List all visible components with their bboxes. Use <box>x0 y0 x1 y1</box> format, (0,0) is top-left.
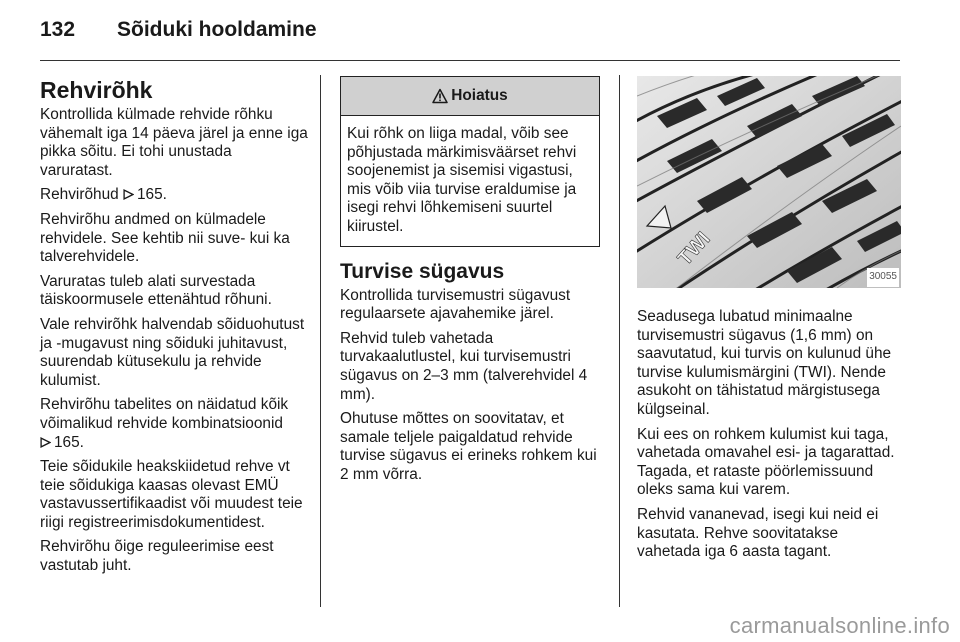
page-header <box>40 18 900 48</box>
warning-box <box>340 76 600 247</box>
column-tire-pressure <box>40 76 308 582</box>
paragraph: Ohutuse mõttes on soovitatav, et samale teljele paigaldatud rehvide turvise sügavus ei erineks rohkem kui 2 mm võrra. <box>340 410 597 483</box>
warning-title: Hoiatus <box>451 86 508 104</box>
page-reference[interactable]: 165. <box>137 186 167 204</box>
paragraph-with-reference <box>40 396 308 452</box>
paragraph: Rehvid tuleb vahetada turvakaalutlustel, kui turvisemustri sügavus on 2–3 mm (talverehvidel 4 mm). <box>340 329 588 403</box>
warning-text: Kui rõhk on liiga madal, võib see põhjustada märkimisväärset rehvi soojenemist ja sisemisi vigastusi, mis võib viia turvise eraldumise ja isegi rehvi lõhkemiseni suurtel kiirustel. <box>347 125 577 235</box>
twi-marker-text: TWI <box>673 227 715 270</box>
paragraph: Varuratas tuleb alati survestada täiskoormusele ettenähtud rõhuni. <box>40 272 272 309</box>
watermark: carmanualsonline.info <box>729 613 950 638</box>
section-heading-tread-depth: Turvise sügavus <box>340 259 505 283</box>
section-heading-tire-pressure: Rehvirõhk <box>40 77 153 103</box>
column-tread-wear <box>637 76 901 568</box>
paragraph: Kui ees on rohkem kulumist kui taga, vahetada omavahel esi- ja tagarattad. Tagada, et rataste pöörlemissuund oleks sama kui varem. <box>637 425 895 499</box>
column-divider-2 <box>619 75 620 607</box>
paragraph-text: Rehvirõhud <box>40 186 119 204</box>
warning-header <box>341 77 599 116</box>
paragraph: Teie sõidukile heakskiidetud rehve vt teie sõidukiga kaasas olevast EMÜ vastavussertifikaadist või muudest teie riigi registreerimisdokumentidest. <box>40 458 303 531</box>
warning-triangle-icon <box>432 88 448 104</box>
page-reference-icon <box>40 437 51 448</box>
column-tread-depth <box>340 76 602 491</box>
tire-tread-illustration <box>637 76 901 288</box>
page-number: 132 <box>40 18 76 41</box>
paragraph: Vale rehvirõhk halvendab sõiduohutust ja -mugavust ning sõiduki juhitavust, suurendab kütusekulu ja rehvide kulumist. <box>40 315 305 389</box>
header-divider <box>40 60 900 61</box>
paragraph: Kontrollida turvisemustri sügavust regulaarsete ajavahemike järel. <box>340 286 571 323</box>
page-reference-icon <box>123 189 134 200</box>
paragraph: Rehvirõhu andmed on külmadele rehvidele. See kehtib nii suve- kui ka talverehvidele. <box>40 210 290 266</box>
paragraph: Seadusega lubatud minimaalne turvisemustri sügavus (1,6 mm) on saavutatud, kui turvis on kulunud ühe turvise kulumismärgini (TWI). Nende asukoht on tähistatud märgistusega külgseinal. <box>637 308 892 418</box>
tire-tread-icon <box>637 76 901 288</box>
column-divider-1 <box>320 75 321 607</box>
page-reference[interactable]: 165. <box>54 433 84 451</box>
paragraph: Kontrollida külmade rehvide rõhku vähemalt iga 14 päeva järel ja enne iga pikka sõitu. Ei tohi unustada varuratast. <box>40 106 308 179</box>
paragraph-with-reference <box>40 186 308 205</box>
page-title: Sõiduki hooldamine <box>117 18 317 41</box>
paragraph: Rehvirõhu õige reguleerimise eest vastutab juht. <box>40 538 274 575</box>
paragraph: Rehvid vananevad, isegi kui neid ei kasutata. Rehve soovitatakse vahetada iga 6 aasta tagant. <box>637 505 879 561</box>
paragraph-text: Rehvirõhu tabelites on näidatud kõik võimalikud rehvide kombinatsioonid <box>40 396 289 432</box>
figure-number: 30055 <box>867 268 899 287</box>
